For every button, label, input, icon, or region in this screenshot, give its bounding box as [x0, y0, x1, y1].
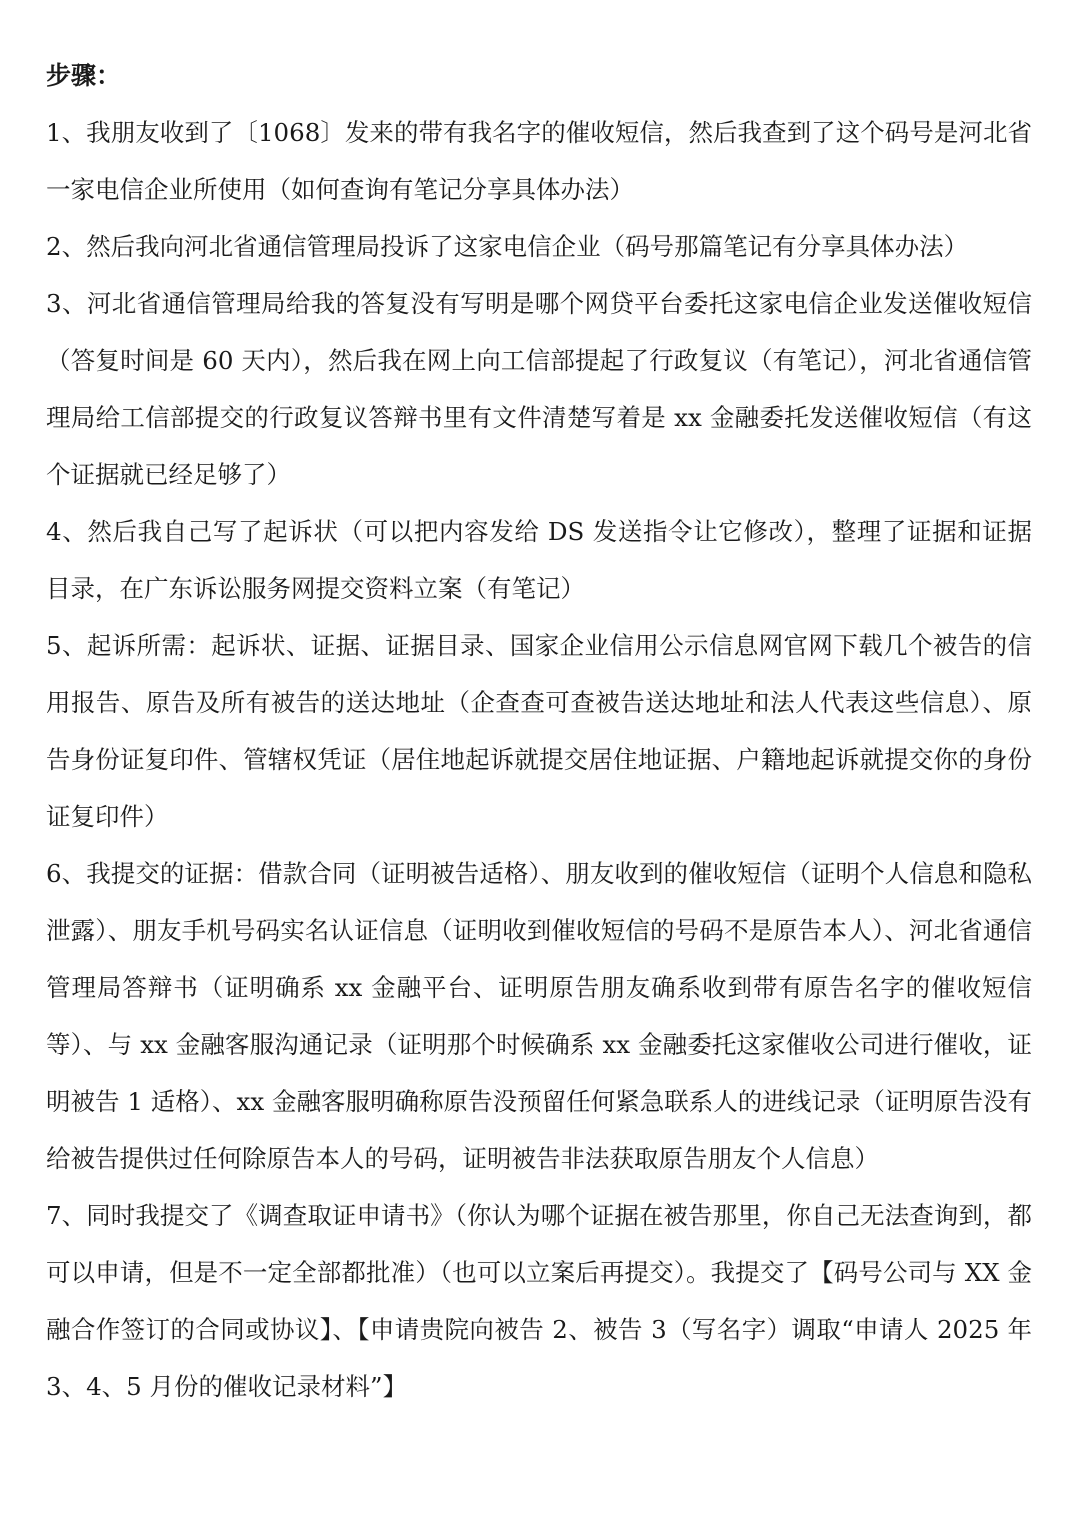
- step-4: 4、然后我自己写了起诉状（可以把内容发给 DS 发送指令让它修改），整理了证据和证据目录，在广东诉讼服务网提交资料立案（有笔记）: [46, 517, 1032, 603]
- step-6: 6、我提交的证据：借款合同（证明被告适格）、朋友收到的催收短信（证明个人信息和隐私泄露）、朋友手机号码实名认证信息（证明收到催收短信的号码不是原告本人）、河北省通信管理局答辩书（证明确系 xx 金融平台、证明原告朋友确系收到带有原告名字的催收短信等）、与 xx 金融客服沟通记录（证明那个时候确系 xx 金融委托这家催收公司进行催收，证明被告 1 适格）、xx 金融客服明确称原告没预留任何紧急联系人的进线记录（证明原告没有给被告提供过任何除原告本人的号码，证明被告非法获取原告朋友个人信息）: [46, 859, 1032, 1173]
- document-title: 步骤：: [46, 61, 122, 90]
- step-2: 2、然后我向河北省通信管理局投诉了这家电信企业（码号那篇笔记有分享具体办法）: [46, 232, 969, 261]
- step-5: 5、起诉所需：起诉状、证据、证据目录、国家企业信用公示信息网官网下载几个被告的信用报告、原告及所有被告的送达地址（企查查可查被告送达地址和法人代表这些信息）、原告身份证复印件、管辖权凭证（居住地起诉就提交居住地证据、户籍地起诉就提交你的身份证复印件）: [46, 631, 1032, 831]
- step-7: 7、同时我提交了《调查取证申请书》（你认为哪个证据在被告那里，你自己无法查询到，都可以申请，但是不一定全部都批准）（也可以立案后再提交）。我提交了【码号公司与 XX 金融合作签订的合同或协议】、【申请贵院向被告 2、被告 3（写名字）调取“申请人 2025 年 3、4、5 月份的催收记录材料”】: [46, 1201, 1032, 1401]
- step-1: 1、我朋友收到了〔1068〕发来的带有我名字的催收短信，然后我查到了这个码号是河北省一家电信企业所使用（如何查询有笔记分享具体办法）: [46, 118, 1032, 204]
- step-3: 3、河北省通信管理局给我的答复没有写明是哪个网贷平台委托这家电信企业发送催收短信（答复时间是 60 天内），然后我在网上向工信部提起了行政复议（有笔记），河北省通信管理局给工信部提交的行政复议答辩书里有文件清楚写着是 xx 金融委托发送催收短信（有这个证据就已经足够了）: [46, 289, 1032, 489]
- document-page: [46, 54, 1032, 1415]
